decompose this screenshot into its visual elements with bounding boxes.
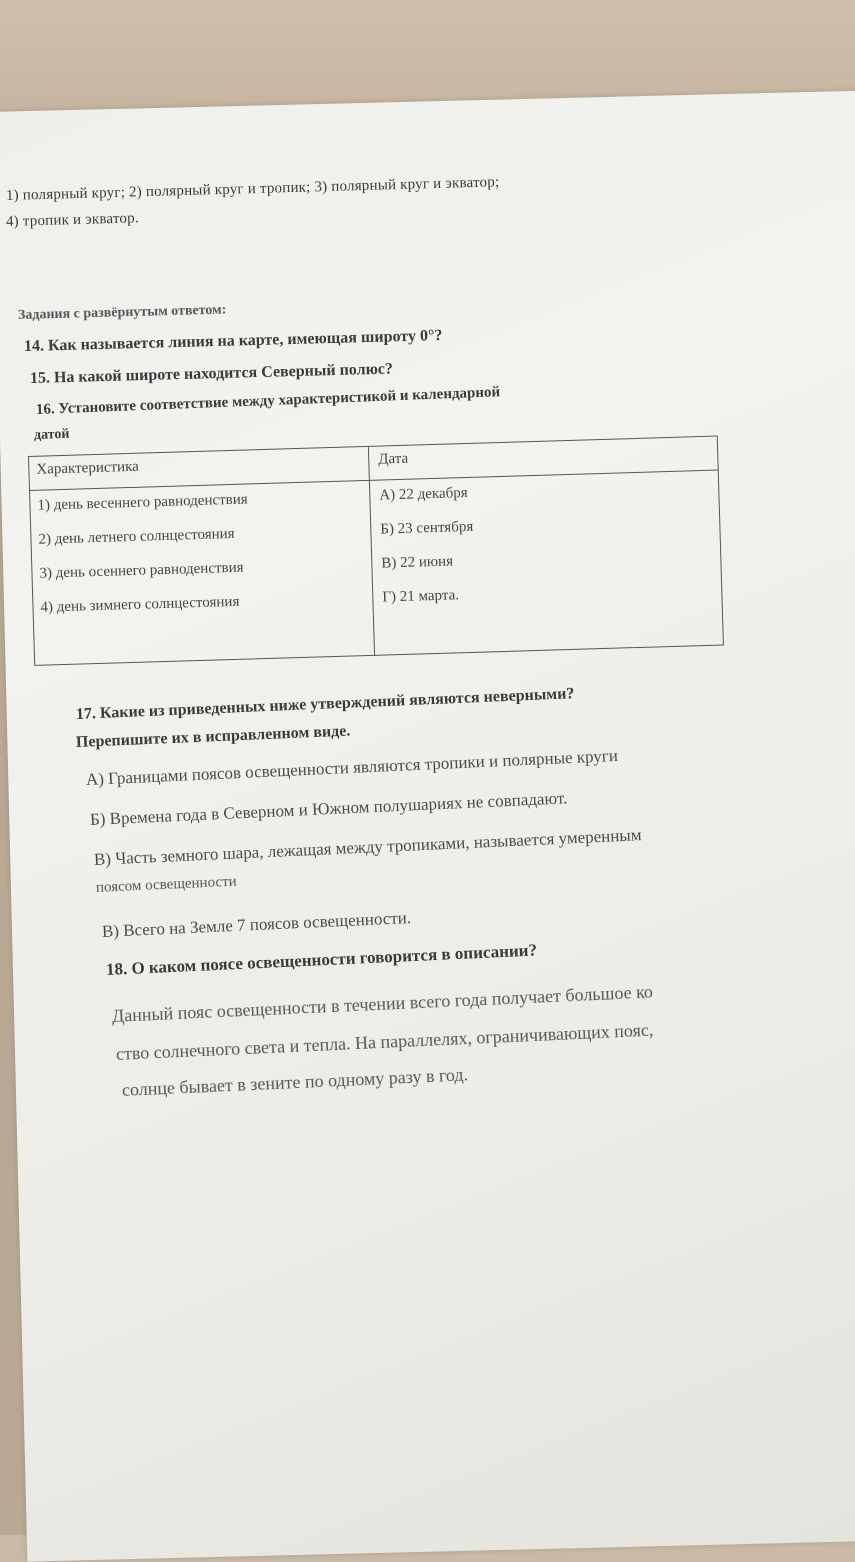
table-row-right-2: Б) 23 сентября: [380, 518, 474, 538]
table-row-right-1: А) 22 декабря: [379, 484, 468, 504]
prev-answers-line-1: 1) полярный круг; 2) полярный круг и тропик; 3) полярный круг и экватор;: [5, 174, 500, 204]
question-18: 18. О каком поясе освещенности говорится в описании?: [105, 940, 538, 979]
question-18-text-line-1: Данный пояс освещенности в течении всего года получает большое ко: [111, 981, 654, 1026]
matching-table: [28, 436, 724, 666]
question-16-line-1: 16. Установите соответствие между характеристикой и календарной: [35, 384, 501, 418]
table-row-left-4: 4) день зимнего солнцестояния: [40, 593, 240, 616]
question-17-item-g: В) Всего на Земле 7 поясов освещенности.: [101, 907, 412, 941]
question-17-item-b: Б) Времена года в Северном и Южном полушариях не совпадают.: [89, 788, 568, 829]
question-14: 14. Как называется линия на карте, имеющая широту 0°?: [23, 327, 443, 355]
question-17-line-2: Перепишите их в исправленном виде.: [75, 722, 351, 751]
table-header-characteristic: Характеристика: [36, 458, 140, 478]
table-row-right-4: Г) 21 марта.: [382, 587, 460, 606]
question-18-text-line-3: солнце бывает в зените по одному разу в год.: [121, 1064, 469, 1100]
table-row-left-2: 2) день летнего солнцестояния: [38, 525, 235, 548]
table-row-left-1: 1) день весеннего равноденствия: [37, 491, 248, 514]
question-17-line-1: 17. Какие из приведенных ниже утверждений являются неверными?: [75, 685, 575, 723]
section-heading: Задания с развёрнутым ответом:: [17, 302, 227, 323]
question-17-item-a: А) Границами поясов освещенности являются тропики и полярные круги: [85, 745, 619, 789]
table-row-right-3: В) 22 июня: [381, 553, 454, 572]
question-15: 15. На какой широте находится Северный полюс?: [29, 360, 394, 387]
question-16-line-2: датой: [33, 426, 70, 443]
table-row-left-3: 3) день осеннего равноденствия: [39, 559, 244, 582]
question-17-item-v-cont: поясом освещенности: [95, 873, 238, 896]
question-18-text-line-2: ство солнечного света и тепла. На параллелях, ограничивающих пояс,: [115, 1019, 654, 1064]
table-header-date: Дата: [378, 450, 409, 468]
question-17-item-v: В) Часть земного шара, лежащая между тропиками, называется умеренным: [93, 825, 642, 869]
prev-answers-line-2: 4) тропик и экватор.: [5, 210, 140, 230]
